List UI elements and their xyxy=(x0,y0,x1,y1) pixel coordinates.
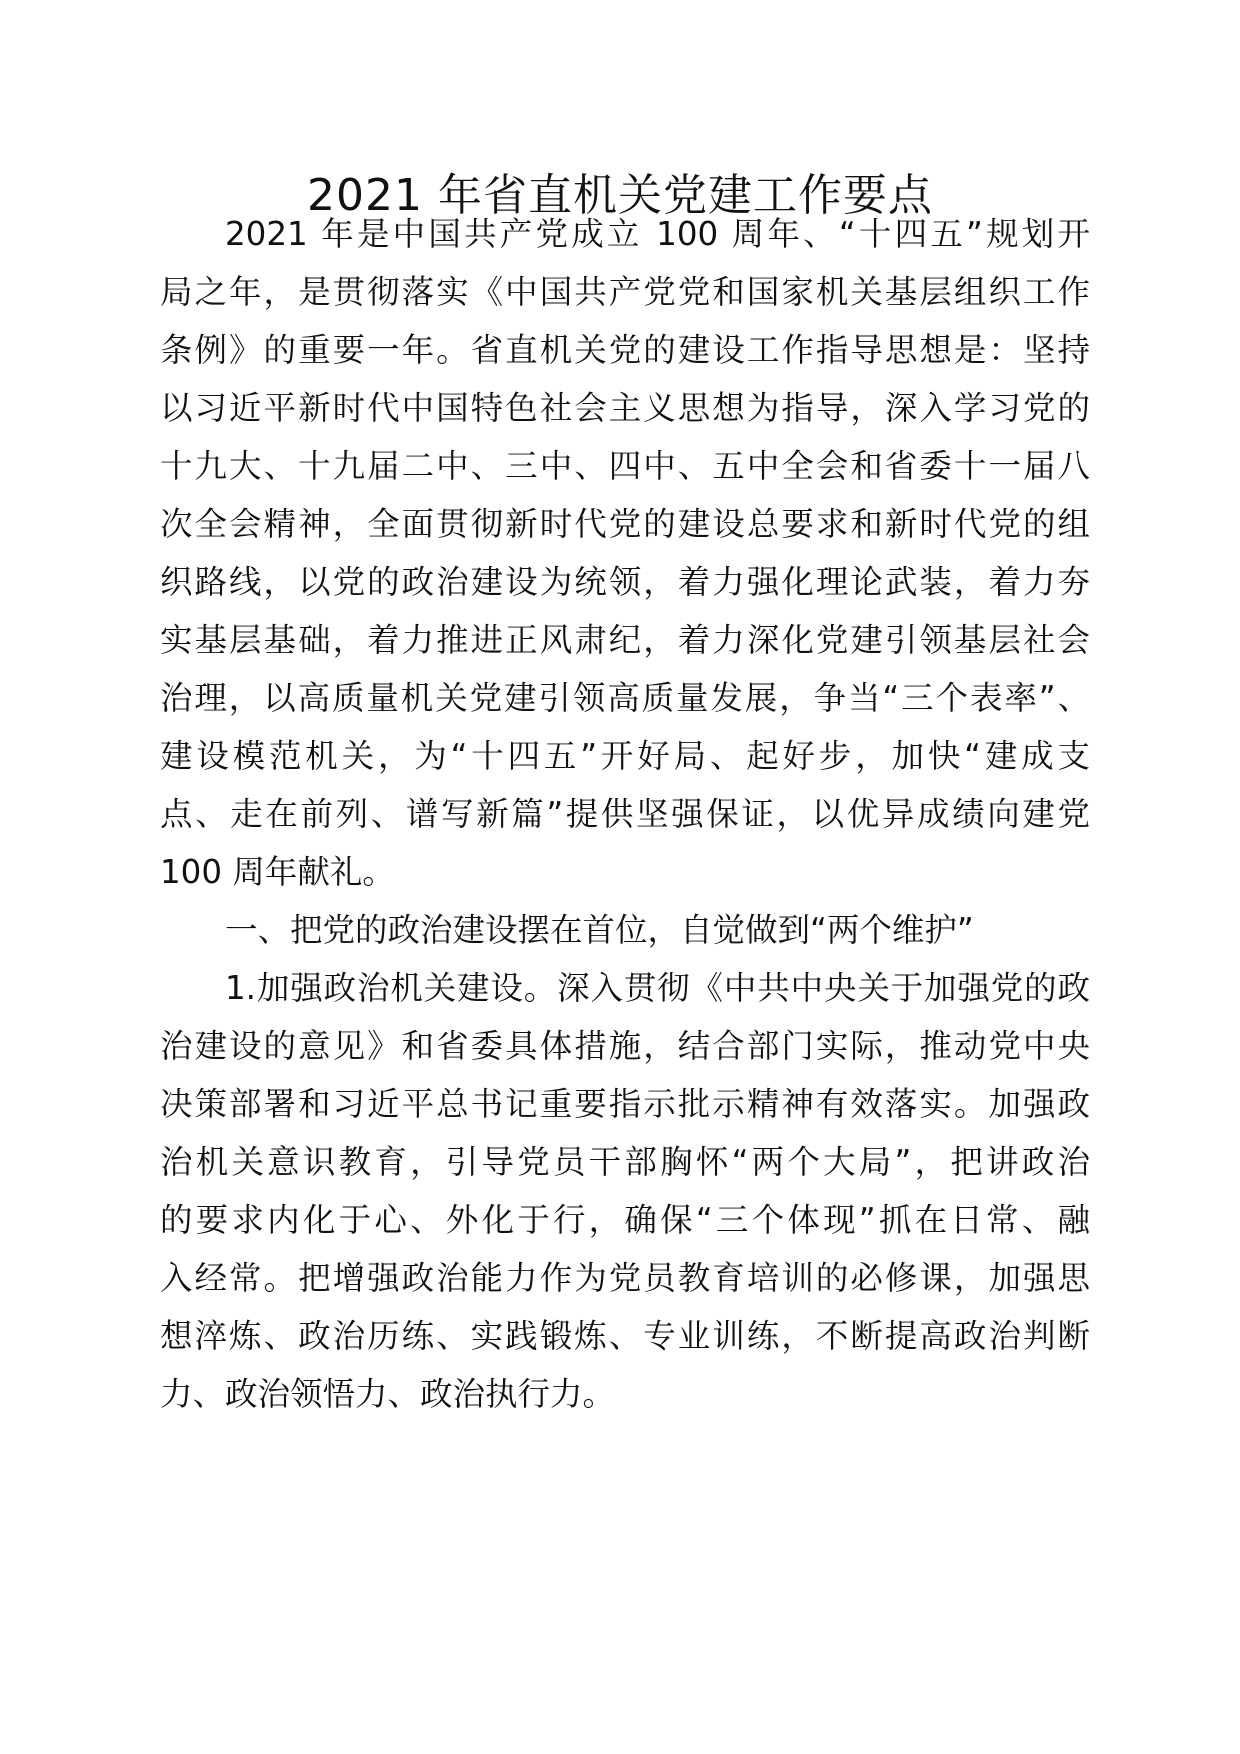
paragraph-2-line-8: 力、政治领悟力、政治执行力。 xyxy=(160,1375,616,1413)
paragraph-1-line-7: 织路线，以党的政治建设为统领，着力强化理论武装，着力夯 xyxy=(160,563,1090,601)
paragraph-1-line-10: 建设模范机关，为“十四五”开好局、起好步，加快“建成支 xyxy=(160,737,1090,775)
paragraph-1-line-3: 条例》的重要一年。省直机关党的建设工作指导思想是：坚持 xyxy=(160,331,1090,369)
document-title: 2021 年省直机关党建工作要点 xyxy=(307,170,933,221)
paragraph-1-line-9: 治理，以高质量机关党建引领高质量发展，争当“三个表率”、 xyxy=(160,679,1090,717)
paragraph-2-line-2: 治建设的意见》和省委具体措施，结合部门实际，推动党中央 xyxy=(160,1027,1090,1065)
section-heading: 一、把党的政治建设摆在首位，自觉做到“两个维护” xyxy=(225,911,974,949)
paragraph-2-line-7: 想淬炼、政治历练、实践锻炼、专业训练，不断提高政治判断 xyxy=(160,1317,1090,1355)
paragraph-1-line-1: 2021 年是中国共产党成立 100 周年、“十四五”规划开 xyxy=(225,215,1090,253)
paragraph-2-line-3: 决策部署和习近平总书记重要指示批示精神有效落实。加强政 xyxy=(160,1085,1090,1123)
paragraph-1-line-11: 点、走在前列、谱写新篇”提供坚强保证，以优异成绩向建党 xyxy=(160,795,1090,833)
paragraph-1-line-4: 以习近平新时代中国特色社会主义思想为指导，深入学习党的 xyxy=(160,389,1090,427)
paragraph-1-line-5: 十九大、十九届二中、三中、四中、五中全会和省委十一届八 xyxy=(160,447,1090,485)
paragraph-2-line-6: 入经常。把增强政治能力作为党员教育培训的必修课，加强思 xyxy=(160,1259,1090,1297)
paragraph-2-line-5: 的要求内化于心、外化于行，确保“三个体现”抓在日常、融 xyxy=(160,1201,1090,1239)
paragraph-2-line-1: 1.加强政治机关建设。深入贯彻《中共中央关于加强党的政 xyxy=(225,969,1090,1007)
paragraph-1-line-6: 次全会精神，全面贯彻新时代党的建设总要求和新时代党的组 xyxy=(160,505,1090,543)
paragraph-1-line-12: 100 周年献礼。 xyxy=(160,853,395,891)
paragraph-1-line-8: 实基层基础，着力推进正风肃纪，着力深化党建引领基层社会 xyxy=(160,621,1090,659)
paragraph-1-line-2: 局之年，是贯彻落实《中国共产党党和国家机关基层组织工作 xyxy=(160,273,1090,311)
paragraph-2-line-4: 治机关意识教育，引导党员干部胸怀“两个大局”，把讲政治 xyxy=(160,1143,1090,1181)
